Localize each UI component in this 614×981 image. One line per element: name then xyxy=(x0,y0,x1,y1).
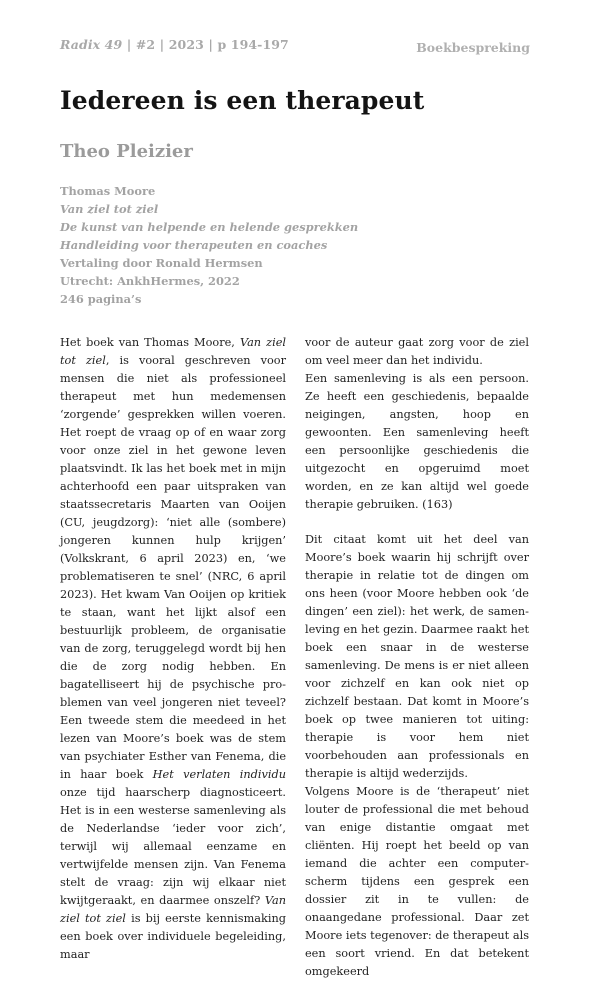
issue-info: | #2 | 2023 | p 194-197 xyxy=(126,37,289,52)
article-title: Iedereen is een therapeut xyxy=(60,86,425,115)
paragraph: Dit citaat komt uit het deel van Moore’s boek waarin hij schrijft over therapie in relatie tot de dingen om ons heen (voor Moore hebben ook ‘de dingen’ een ziel): het werk, de samenleving en het gezin. Daarmee raakt het boek een snaar in de westerse samenleving. De mens is er niet alleen voor zichzelf en kan ook niet op zichzelf bestaan. Dat komt in Moore’s boek op twee manieren tot uiting: therapie is voor hem niet voorbehouden aan professionals en therapie is altijd wederzijds. xyxy=(305,533,529,780)
book-author: Thomas Moore xyxy=(60,184,156,198)
book-title: Van ziel tot ziel xyxy=(60,202,159,216)
journal-citation xyxy=(60,37,289,52)
paragraph: Het boek van Thomas Moore, Van ziel tot ziel, is vooral geschreven voor mensen die niet als professioneel therapeut met hun medemensen ‘zorgende’ gesprekken willen voeren. Het roept de vraag op of en waar zorg voor onze ziel in het gewone leven plaatsvindt. Ik las het boek met in mijn achterhoofd een paar uitspraken van staatssecretaris Maarten van Ooijen (CU, jeugdzorg): ‘niet alle (sombere) jongeren kunnen hulp krijgen’ (Volkskrant, 6 april 2023) en, ‘we problematiseren te snel’ (NRC, 6 april 2023). Het kwam Van Ooijen op kritiek te staan, want het lijkt alsof een bestuurlijk probleem, de organisatie van de zorg, teruggelegd wordt bij hen die de zorg nodig hebben. En bagatelliseert hij de psychische problemen van veel jongeren niet teveel? Een tweede stem die meedeed in het lezen van Moore’s boek was de stem van psychiater Esther van Fenema, die in haar boek Het verlaten individu onze tijd haarscherp diagnosticeert. Het is in een westerse samenleving als de Nederlandse ‘ieder voor zich’, terwijl wij allemaal eenzame en vertwijfelde mensen zijn. Van Fenema stelt de vraag: zijn wij elkaar niet kwijtgeraakt, en daarmee onszelf? Van ziel tot ziel is bij eerste kennismaking een boek over individuele begeleiding, maar xyxy=(60,336,287,961)
section-label: Boekbespreking xyxy=(416,40,530,55)
book-subtitle: De kunst van helpende en helende gesprekken xyxy=(60,220,359,234)
book-tagline: Handleiding voor therapeuten en coaches xyxy=(60,238,328,252)
book-pages: 246 pagina’s xyxy=(60,292,142,306)
book-details xyxy=(60,182,358,308)
book-publisher: Utrecht: AnkhHermes, 2022 xyxy=(60,274,240,288)
book-translation: Vertaling door Ronald Hermsen xyxy=(60,256,263,270)
body-column-right xyxy=(305,334,529,981)
journal-name: Radix 49 xyxy=(60,37,123,52)
block-quote: Een samenleving is als een persoon. Ze heeft een geschiedenis, bepaalde neigingen, angsten, hoop en gewoonten. Een samenleving heeft een persoonlijke geschiedenis die uitgezocht en opgeruimd moet worden, en ze kan altijd wel goede therapie gebruiken. (163) xyxy=(305,372,529,511)
paragraph: Volgens Moore is de ‘therapeut’ niet louter de professional die met behoud van enige distantie omgaat met cliënten. Hij roept het beeld op van iemand die achter een computerscherm tijdens een gesprek een dossier zit in te vullen: de onaangedane professional. Daar zet Moore iets tegenover: de therapeut als een soort vriend. En dat betekent omgekeerd xyxy=(305,785,529,978)
article-author: Theo Pleizier xyxy=(60,141,193,162)
body-column-left xyxy=(60,334,286,964)
paragraph: voor de auteur gaat zorg voor de ziel om veel meer dan het individu. xyxy=(305,336,529,367)
